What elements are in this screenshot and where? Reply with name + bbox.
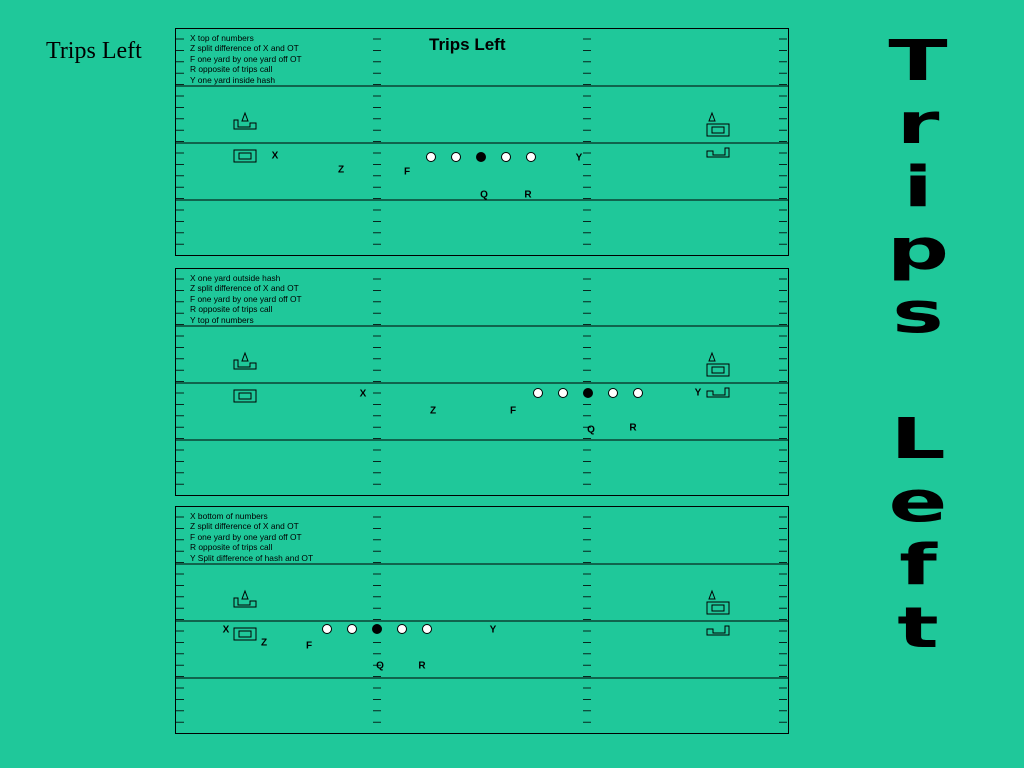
- formation-field-3: [175, 506, 789, 734]
- note-line: Z split difference of X and OT: [190, 283, 299, 294]
- offensive-lineman: [422, 624, 432, 634]
- slide-title: Trips Left: [46, 38, 142, 64]
- note-line: Y one yard inside hash: [190, 74, 276, 85]
- center-player: [583, 388, 593, 398]
- number-zero-outer: [707, 124, 729, 136]
- number-one-shape: [707, 626, 729, 635]
- yard-arrow-marker: [242, 591, 248, 599]
- offensive-lineman: [426, 152, 436, 162]
- player-label-z: Z: [429, 405, 437, 417]
- yard-arrow-marker: [242, 353, 248, 361]
- offensive-lineman: [347, 624, 357, 634]
- note-line: R opposite of trips call: [190, 304, 273, 315]
- note-line: R opposite of trips call: [190, 64, 273, 75]
- number-zero-inner: [712, 367, 724, 373]
- vertical-title-letter: i: [903, 155, 933, 220]
- number-zero-inner: [712, 127, 724, 133]
- vertical-title-letter: s: [892, 281, 944, 346]
- vertical-title-letter: f: [899, 533, 937, 598]
- number-zero-outer: [707, 364, 729, 376]
- note-line: Y Split difference of hash and OT: [190, 552, 314, 563]
- note-line: X top of numbers: [190, 33, 254, 43]
- player-label-f: F: [509, 405, 517, 417]
- vertical-title-letter: r: [896, 92, 940, 157]
- number-zero-inner: [239, 153, 251, 159]
- offensive-lineman: [501, 152, 511, 162]
- formation-field-1: [175, 28, 789, 256]
- yard-arrow-marker: [709, 353, 715, 361]
- offensive-lineman: [608, 388, 618, 398]
- yard-number-right: [707, 124, 729, 157]
- number-zero-outer: [234, 150, 256, 162]
- vertical-title-letter: e: [888, 470, 948, 535]
- number-one-shape: [707, 388, 729, 397]
- note-line: R opposite of trips call: [190, 542, 273, 553]
- vertical-title-letter: L: [890, 407, 946, 472]
- note-line: F one yard by one yard off OT: [190, 53, 302, 64]
- vertical-title-letter: t: [897, 596, 939, 661]
- player-label-x: X: [359, 388, 367, 400]
- offensive-lineman: [451, 152, 461, 162]
- player-label-y: Y: [575, 152, 583, 164]
- number-zero-outer: [234, 390, 256, 402]
- player-label-q: Q: [376, 660, 384, 672]
- player-label-x: X: [271, 150, 279, 162]
- note-line: F one yard by one yard off OT: [190, 531, 302, 542]
- number-zero-inner: [239, 393, 251, 399]
- yard-arrow-marker: [709, 113, 715, 121]
- player-label-r: R: [418, 660, 426, 672]
- vertical-title-letter: T: [888, 29, 948, 94]
- player-label-y: Y: [694, 387, 702, 399]
- vertical-title-letter: p: [886, 218, 950, 283]
- player-label-q: Q: [587, 424, 595, 436]
- note-line: F one yard by one yard off OT: [190, 293, 302, 304]
- player-label-z: Z: [337, 164, 345, 176]
- yard-arrow-marker: [709, 591, 715, 599]
- yard-number-right: [707, 364, 729, 397]
- offensive-lineman: [633, 388, 643, 398]
- player-label-x: X: [222, 624, 230, 636]
- alignment-notes: [190, 511, 313, 563]
- offensive-lineman: [526, 152, 536, 162]
- note-line: X bottom of numbers: [190, 511, 268, 521]
- note-line: X one yard outside hash: [190, 273, 281, 283]
- alignment-notes: [190, 33, 302, 85]
- alignment-notes: [190, 273, 302, 325]
- player-label-r: R: [524, 189, 532, 201]
- player-label-q: Q: [480, 189, 488, 201]
- number-one-shape: [707, 148, 729, 157]
- offensive-lineman: [533, 388, 543, 398]
- note-line: Y top of numbers: [190, 314, 254, 325]
- vertical-title-letter: [841, 345, 996, 408]
- formation-heading: Trips Left: [429, 35, 506, 54]
- offensive-lineman: [558, 388, 568, 398]
- center-player: [372, 624, 382, 634]
- offensive-lineman: [397, 624, 407, 634]
- player-label-f: F: [305, 640, 313, 652]
- note-line: Z split difference of X and OT: [190, 43, 299, 54]
- note-line: Z split difference of X and OT: [190, 521, 299, 532]
- number-zero-inner: [712, 605, 724, 611]
- number-zero-outer: [234, 628, 256, 640]
- number-zero-outer: [707, 602, 729, 614]
- vertical-title: [868, 30, 968, 660]
- yard-arrow-marker: [242, 113, 248, 121]
- yard-number-zero: [234, 628, 256, 640]
- player-label-y: Y: [489, 624, 497, 636]
- yard-number-right: [707, 602, 729, 635]
- player-label-z: Z: [260, 637, 268, 649]
- offensive-lineman: [322, 624, 332, 634]
- player-label-r: R: [629, 422, 637, 434]
- yard-number-zero: [234, 390, 256, 402]
- formation-field-2: [175, 268, 789, 496]
- yard-number-zero: [234, 150, 256, 162]
- number-zero-inner: [239, 631, 251, 637]
- center-player: [476, 152, 486, 162]
- player-label-f: F: [403, 166, 411, 178]
